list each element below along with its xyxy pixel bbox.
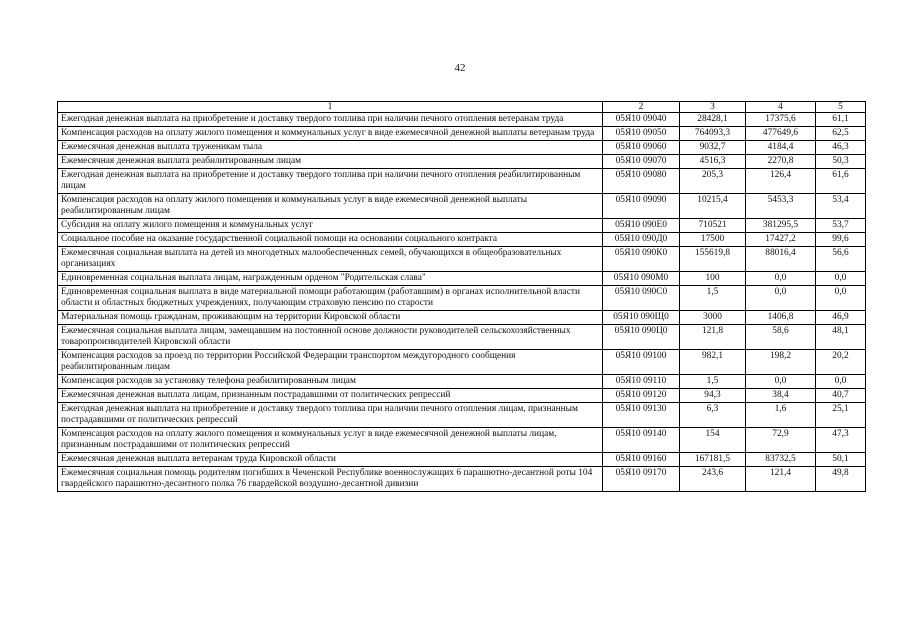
row-value-col3: 9032,7: [680, 141, 746, 155]
table-row: [58, 286, 866, 311]
row-name-cell: Ежегодная денежная выплата на приобретение и доставку твердого топлива при наличии печного отопления реабилитированным лицам: [58, 169, 603, 194]
row-code-cell: 05Я10 09040: [603, 113, 680, 127]
row-value-col4: 4184,4: [746, 141, 816, 155]
row-value-col4: 198,2: [746, 350, 816, 375]
row-value-col3: 243,6: [680, 467, 746, 492]
row-code-cell: 05Я10 09090: [603, 194, 680, 219]
row-name-cell: Компенсация расходов на оплату жилого помещения и коммунальных услуг в виде ежемесячной денежной выплаты реабилитированным лицам: [58, 194, 603, 219]
row-value-col3: 100: [680, 272, 746, 286]
header-cell: 3: [680, 102, 746, 113]
row-name-cell: Единовременная социальная выплата лицам, награжденным орденом "Родительская слава": [58, 272, 603, 286]
row-value-col3: 764093,3: [680, 127, 746, 141]
row-code-cell: 05Я10 090М0: [603, 272, 680, 286]
table-body: [58, 113, 866, 492]
table-row: [58, 428, 866, 453]
table-row: [58, 311, 866, 325]
row-value-col4: 0,0: [746, 375, 816, 389]
table-row: [58, 194, 866, 219]
row-value-col5: 25,1: [816, 403, 866, 428]
row-name-cell: Единовременная социальная выплата в виде материальной помощи работающим (работавшим) в органах исполнительной власти области и областных бюджетных учреждениях, получающим страховую пенсию по старости: [58, 286, 603, 311]
page-number: 42: [454, 62, 466, 74]
table-row: [58, 375, 866, 389]
row-name-cell: Ежемесячная социальная выплата на детей из многодетных малообеспеченных семей, обучающихся в общеобразовательных организациях: [58, 247, 603, 272]
row-code-cell: 05Я10 09170: [603, 467, 680, 492]
row-value-col4: 381295,5: [746, 219, 816, 233]
row-code-cell: 05Я10 090Д0: [603, 233, 680, 247]
row-value-col3: 3000: [680, 311, 746, 325]
row-code-cell: 05Я10 09110: [603, 375, 680, 389]
table-row: [58, 467, 866, 492]
row-value-col4: 121,4: [746, 467, 816, 492]
row-value-col5: 46,3: [816, 141, 866, 155]
row-value-col3: 1,5: [680, 286, 746, 311]
row-value-col5: 0,0: [816, 286, 866, 311]
table-row: [58, 389, 866, 403]
row-name-cell: Субсидия на оплату жилого помещения и коммунальных услуг: [58, 219, 603, 233]
header-cell: 5: [816, 102, 866, 113]
table-row: [58, 272, 866, 286]
row-value-col5: 46,9: [816, 311, 866, 325]
row-value-col4: 477649,6: [746, 127, 816, 141]
row-value-col5: 61,1: [816, 113, 866, 127]
table-row: [58, 453, 866, 467]
row-name-cell: Компенсация расходов за проезд по территории Российской Федерации транспортом междугородного сообщения реабилитированным лицам: [58, 350, 603, 375]
row-value-col5: 53,7: [816, 219, 866, 233]
row-value-col5: 50,1: [816, 453, 866, 467]
row-code-cell: 05Я10 090Е0: [603, 219, 680, 233]
row-value-col5: 48,1: [816, 325, 866, 350]
row-code-cell: 05Я10 09080: [603, 169, 680, 194]
row-value-col4: 38,4: [746, 389, 816, 403]
table-row: [58, 403, 866, 428]
row-code-cell: 05Я10 09060: [603, 141, 680, 155]
row-code-cell: 05Я10 090Ц0: [603, 325, 680, 350]
row-name-cell: Ежегодная денежная выплата на приобретение и доставку твердого топлива при наличии печного отопления ветеранам труда: [58, 113, 603, 127]
header-cell: 2: [603, 102, 680, 113]
row-value-col5: 40,7: [816, 389, 866, 403]
table-row: [58, 219, 866, 233]
row-value-col5: 20,2: [816, 350, 866, 375]
row-value-col3: 1,5: [680, 375, 746, 389]
table-row: [58, 247, 866, 272]
row-value-col5: 99,6: [816, 233, 866, 247]
row-value-col4: 0,0: [746, 286, 816, 311]
row-value-col4: 0,0: [746, 272, 816, 286]
row-value-col3: 121,8: [680, 325, 746, 350]
row-name-cell: Компенсация расходов на оплату жилого помещения и коммунальных услуг в виде ежемесячной денежной выплаты лицам, признанным пострадавшими от политических репрессий: [58, 428, 603, 453]
row-value-col3: 4516,3: [680, 155, 746, 169]
header-cell: 4: [746, 102, 816, 113]
row-name-cell: Социальное пособие на оказание государственной социальной помощи на основании социального контракта: [58, 233, 603, 247]
row-value-col4: 17427,2: [746, 233, 816, 247]
row-name-cell: Компенсация расходов за установку телефона реабилитированным лицам: [58, 375, 603, 389]
row-value-col3: 155619,8: [680, 247, 746, 272]
row-code-cell: 05Я10 09160: [603, 453, 680, 467]
row-value-col4: 1,6: [746, 403, 816, 428]
table-row: [58, 350, 866, 375]
table-row: [58, 127, 866, 141]
row-value-col5: 0,0: [816, 272, 866, 286]
table-row: [58, 155, 866, 169]
row-value-col4: 88016,4: [746, 247, 816, 272]
row-value-col5: 62,5: [816, 127, 866, 141]
row-name-cell: Материальная помощь гражданам, проживающим на территории Кировской области: [58, 311, 603, 325]
row-value-col4: 5453,3: [746, 194, 816, 219]
table-row: [58, 325, 866, 350]
row-name-cell: Ежемесячная денежная выплата труженикам тыла: [58, 141, 603, 155]
table-row: [58, 233, 866, 247]
row-code-cell: 05Я10 09070: [603, 155, 680, 169]
row-code-cell: 05Я10 09120: [603, 389, 680, 403]
row-value-col5: 53,4: [816, 194, 866, 219]
row-value-col4: 83732,5: [746, 453, 816, 467]
row-code-cell: 05Я10 09140: [603, 428, 680, 453]
row-value-col4: 58,6: [746, 325, 816, 350]
row-value-col5: 49,8: [816, 467, 866, 492]
row-value-col5: 61,6: [816, 169, 866, 194]
row-value-col4: 17375,6: [746, 113, 816, 127]
row-value-col4: 2270,8: [746, 155, 816, 169]
row-code-cell: 05Я10 09050: [603, 127, 680, 141]
header-cell: 1: [58, 102, 603, 113]
row-value-col5: 47,3: [816, 428, 866, 453]
table-header-row: [58, 102, 866, 113]
row-value-col3: 982,1: [680, 350, 746, 375]
table-row: [58, 169, 866, 194]
row-value-col3: 710521: [680, 219, 746, 233]
row-name-cell: Компенсация расходов на оплату жилого помещения и коммунальных услуг в виде ежемесячной денежной выплаты ветеранам труда: [58, 127, 603, 141]
row-value-col3: 154: [680, 428, 746, 453]
row-value-col3: 28428,1: [680, 113, 746, 127]
row-value-col5: 50,3: [816, 155, 866, 169]
row-value-col3: 167181,5: [680, 453, 746, 467]
row-code-cell: 05Я10 09100: [603, 350, 680, 375]
table-row: [58, 113, 866, 127]
row-name-cell: Ежемесячная денежная выплата лицам, признанным пострадавшими от политических репрессий: [58, 389, 603, 403]
row-name-cell: Ежемесячная социальная выплата лицам, замещавшим на постоянной основе должности руководителей сельскохозяйственных товаропроизводителей Кировской области: [58, 325, 603, 350]
row-value-col3: 17500: [680, 233, 746, 247]
row-value-col4: 72,9: [746, 428, 816, 453]
table-row: [58, 141, 866, 155]
row-value-col4: 126,4: [746, 169, 816, 194]
row-value-col4: 1406,8: [746, 311, 816, 325]
row-value-col3: 205,3: [680, 169, 746, 194]
row-code-cell: 05Я10 09130: [603, 403, 680, 428]
row-value-col3: 6,3: [680, 403, 746, 428]
row-value-col3: 10215,4: [680, 194, 746, 219]
row-name-cell: Ежемесячная денежная выплата ветеранам труда Кировской области: [58, 453, 603, 467]
row-name-cell: Ежемесячная денежная выплата реабилитированным лицам: [58, 155, 603, 169]
row-name-cell: Ежегодная денежная выплата на приобретение и доставку твердого топлива при наличии печного отопления лицам, признанным пострадавшими от политических репрессий: [58, 403, 603, 428]
row-code-cell: 05Я10 090Щ0: [603, 311, 680, 325]
row-value-col5: 56,6: [816, 247, 866, 272]
row-code-cell: 05Я10 090С0: [603, 286, 680, 311]
budget-table: [57, 101, 866, 492]
row-code-cell: 05Я10 090К0: [603, 247, 680, 272]
row-value-col3: 94,3: [680, 389, 746, 403]
row-value-col5: 0,0: [816, 375, 866, 389]
row-name-cell: Ежемесячная социальная помощь родителям погибших в Чеченской Республике военнослужащих 6 парашютно-десантной роты 104 гвардейского парашютно-десантного полка 76 гвардейской воздушно-десантной дивизии: [58, 467, 603, 492]
